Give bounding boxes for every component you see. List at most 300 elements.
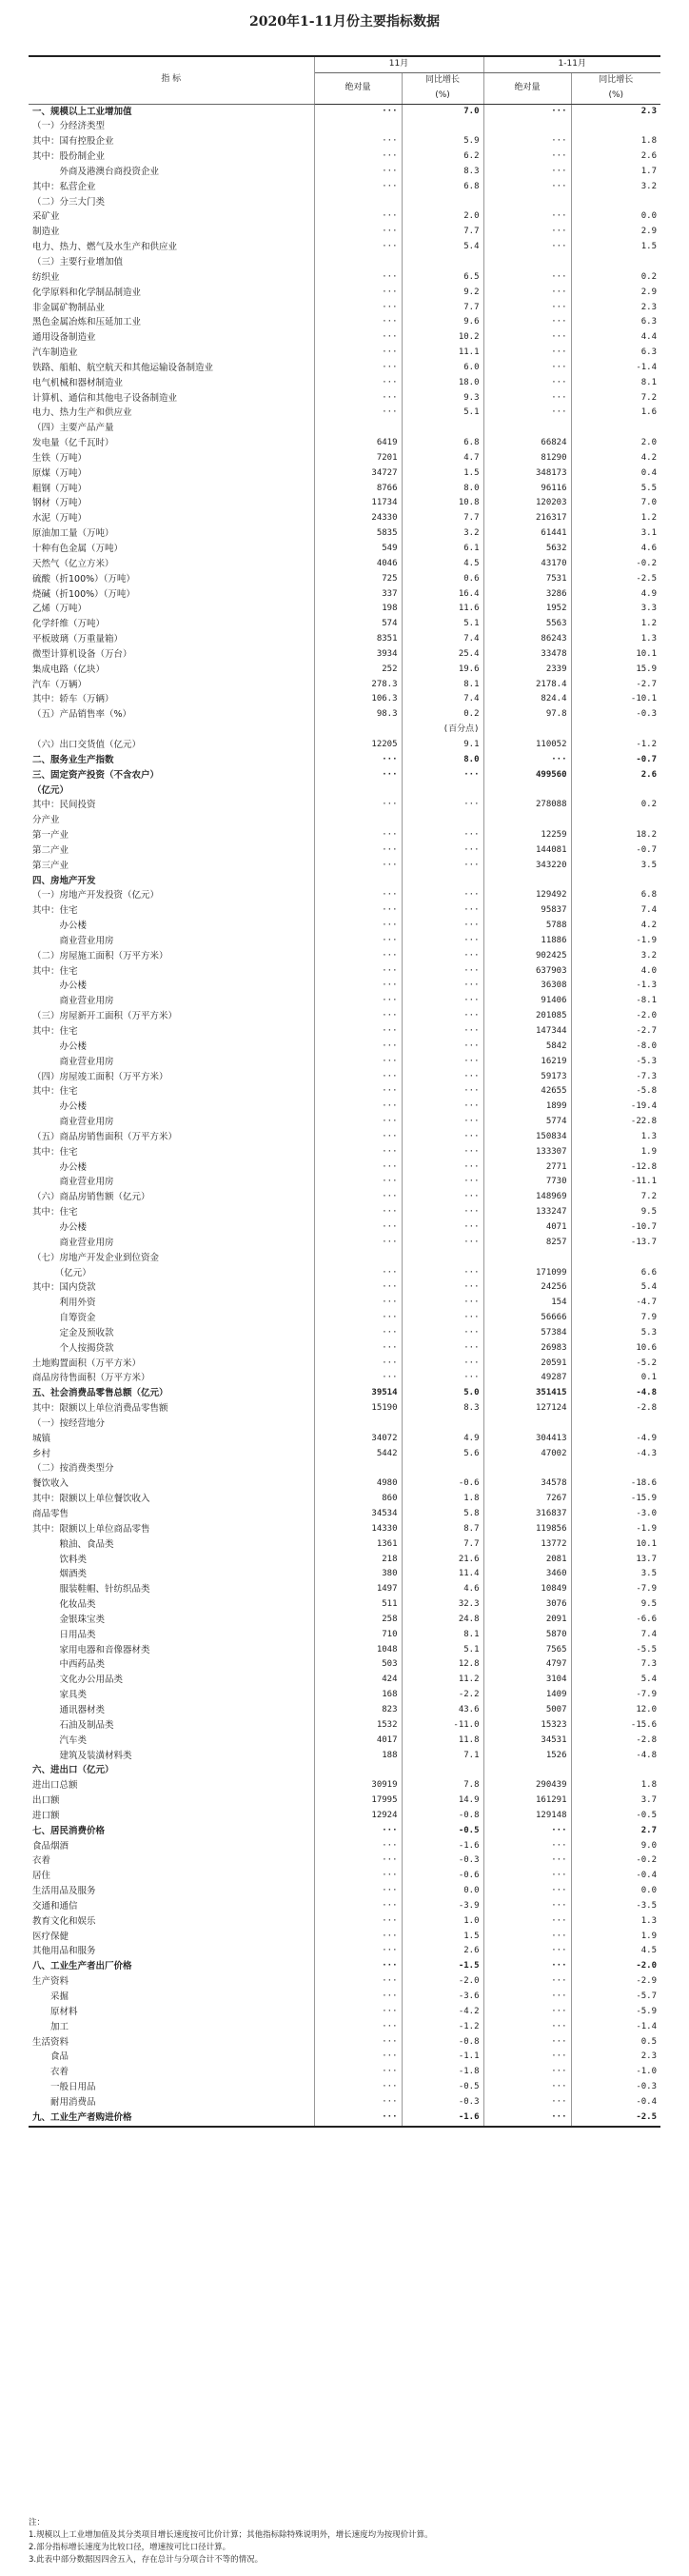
cumulative-abs-cell: ··· bbox=[483, 134, 571, 149]
indicator-cell: （六）出口交货值（亿元） bbox=[29, 738, 314, 753]
table-row bbox=[29, 1990, 660, 2005]
cumulative-abs-cell: 47002 bbox=[483, 1447, 571, 1462]
yoy-header-label: 同比增长 bbox=[425, 74, 461, 85]
month-yoy-cell: -0.8 bbox=[402, 1809, 483, 1824]
indicator-cell: 商品零售 bbox=[29, 1507, 314, 1522]
indicator-cell: （二）房屋施工面积（万平方米） bbox=[29, 949, 314, 964]
table-row bbox=[29, 315, 660, 330]
month-yoy-cell: 5.6 bbox=[402, 1447, 483, 1462]
table-row-note bbox=[29, 723, 660, 738]
month-yoy-cell bbox=[402, 1417, 483, 1432]
month-abs-cell: 168 bbox=[314, 1688, 402, 1703]
month-abs-cell: ··· bbox=[314, 1839, 402, 1854]
month-yoy-cell: ··· bbox=[402, 1341, 483, 1357]
indicator-cell: 定金及预收款 bbox=[29, 1326, 314, 1341]
month-abs-cell: ··· bbox=[314, 1311, 402, 1326]
table-row bbox=[29, 1869, 660, 1884]
indicator-cell: 制造业 bbox=[29, 225, 314, 240]
month-abs-cell: ··· bbox=[314, 1024, 402, 1040]
month-abs-cell: 823 bbox=[314, 1703, 402, 1718]
cumulative-abs-cell: 3460 bbox=[483, 1567, 571, 1582]
note-line: 1.规模以上工业增加值及其分类项目增长速度按可比价计算；其他指标除特殊说明外，增长速度均为按现价计算。 bbox=[29, 2530, 433, 2540]
cumulative-abs-cell: ··· bbox=[483, 753, 571, 768]
table-row bbox=[29, 1718, 660, 1734]
table-row bbox=[29, 692, 660, 707]
month-abs-cell: 4980 bbox=[314, 1476, 402, 1492]
table-row bbox=[29, 119, 660, 134]
cumulative-yoy-cell: -19.4 bbox=[630, 1101, 658, 1112]
month-yoy-cell: ··· bbox=[402, 1326, 483, 1341]
table-row bbox=[29, 451, 660, 466]
indicator-cell: 分产业 bbox=[29, 813, 314, 828]
month-yoy-cell: ··· bbox=[402, 1024, 483, 1040]
cumulative-abs-cell: ··· bbox=[483, 376, 571, 391]
cumulative-yoy-cell: 15.9 bbox=[636, 664, 658, 674]
cumulative-abs-cell: ··· bbox=[483, 1824, 571, 1839]
month-abs-cell: ··· bbox=[314, 1040, 402, 1055]
cumulative-abs-cell: ··· bbox=[483, 1930, 571, 1945]
month-abs-cell: ··· bbox=[314, 104, 402, 119]
table-row bbox=[29, 843, 660, 859]
cumulative-yoy-cell: 4.4 bbox=[640, 332, 658, 343]
month-abs-cell: 3934 bbox=[314, 647, 402, 663]
month-yoy-cell: 10.2 bbox=[402, 330, 483, 346]
cumulative-abs-cell: 4071 bbox=[483, 1220, 571, 1236]
month-abs-cell bbox=[314, 874, 402, 889]
cumulative-yoy-cell: 9.5 bbox=[640, 1207, 658, 1218]
table-row bbox=[29, 1613, 660, 1628]
cumulative-abs-cell: 16219 bbox=[483, 1055, 571, 1070]
page-title: 2020年1-11月份主要指标数据 bbox=[249, 14, 440, 30]
table-row bbox=[29, 1793, 660, 1809]
cumulative-yoy-cell: 7.0 bbox=[640, 498, 658, 508]
month-yoy-cell: ··· bbox=[402, 859, 483, 874]
month-yoy-cell: 6.8 bbox=[402, 180, 483, 195]
cumulative-yoy-cell: -3.5 bbox=[636, 1900, 658, 1911]
table-row bbox=[29, 874, 660, 889]
cumulative-abs-cell: ··· bbox=[483, 286, 571, 301]
month-abs-cell: ··· bbox=[314, 1175, 402, 1190]
cumulative-abs-cell: 902425 bbox=[483, 949, 571, 964]
indicator-cell: 医疗保健 bbox=[29, 1930, 314, 1945]
cumulative-abs-cell bbox=[483, 255, 571, 270]
indicator-cell: 办公楼 bbox=[29, 1160, 314, 1176]
cumulative-yoy-cell: 0.2 bbox=[640, 800, 658, 810]
indicator-cell: 食品 bbox=[29, 2050, 314, 2065]
cumulative-abs-cell: 49287 bbox=[483, 1371, 571, 1386]
month-yoy-cell: 3.2 bbox=[402, 526, 483, 542]
cumulative-abs-cell: 120203 bbox=[483, 496, 571, 511]
month-yoy-cell: 10.8 bbox=[402, 496, 483, 511]
month-yoy-cell: -0.5 bbox=[402, 1824, 483, 1839]
month-yoy-cell: 11.8 bbox=[402, 1734, 483, 1749]
month-abs-cell: 218 bbox=[314, 1553, 402, 1568]
table-row bbox=[29, 406, 660, 421]
table-row bbox=[29, 647, 660, 663]
cumulative-abs-cell: ··· bbox=[483, 1944, 571, 1959]
table-row bbox=[29, 1040, 660, 1055]
cumulative-yoy-cell: 5.4 bbox=[640, 1674, 658, 1685]
month-abs-cell: ··· bbox=[314, 1326, 402, 1341]
cumulative-yoy-cell: 2.6 bbox=[640, 151, 658, 162]
cumulative-yoy-cell: 0.2 bbox=[640, 271, 658, 282]
month-yoy-cell: 2.6 bbox=[402, 1944, 483, 1959]
month-abs-cell: 8351 bbox=[314, 632, 402, 647]
table-row bbox=[29, 1703, 660, 1718]
indicator-cell: 进口额 bbox=[29, 1809, 314, 1824]
cumulative-abs-cell: ··· bbox=[483, 346, 571, 361]
table-row bbox=[29, 1236, 660, 1251]
month-yoy-cell: 24.8 bbox=[402, 1613, 483, 1628]
indicator-cell: 商业营业用房 bbox=[29, 1055, 314, 1070]
table-row bbox=[29, 1492, 660, 1507]
month-yoy-cell: -2.2 bbox=[402, 1688, 483, 1703]
period-header-month: 11月 bbox=[314, 56, 483, 72]
cumulative-yoy-cell bbox=[571, 119, 660, 134]
indicator-cell: （五）产品销售率（%） bbox=[29, 707, 314, 723]
indicator-cell: 交通和通信 bbox=[29, 1899, 314, 1914]
cumulative-abs-cell: 110052 bbox=[483, 738, 571, 753]
table-row bbox=[29, 346, 660, 361]
month-abs-cell: ··· bbox=[314, 1084, 402, 1100]
month-abs-cell: ··· bbox=[314, 843, 402, 859]
month-abs-cell: ··· bbox=[314, 1280, 402, 1296]
month-yoy-cell: -3.6 bbox=[402, 1990, 483, 2005]
table-row bbox=[29, 2110, 660, 2127]
month-yoy-cell: 7.4 bbox=[402, 632, 483, 647]
table-row bbox=[29, 572, 660, 587]
table-row bbox=[29, 361, 660, 376]
cumulative-yoy-cell: -0.5 bbox=[636, 1810, 658, 1820]
cumulative-abs-cell: ··· bbox=[483, 391, 571, 406]
cumulative-yoy-cell: 7.4 bbox=[640, 905, 658, 916]
cumulative-abs-cell: 59173 bbox=[483, 1070, 571, 1085]
cumulative-yoy-cell bbox=[571, 1417, 660, 1432]
table-row bbox=[29, 165, 660, 180]
cumulative-yoy-cell: 0.5 bbox=[640, 2036, 658, 2047]
yoy-header-unit: (%) bbox=[435, 89, 450, 100]
indicator-cell: 化学纤维（万吨） bbox=[29, 617, 314, 632]
indicator-cell: 进出口总额 bbox=[29, 1778, 314, 1793]
indicator-cell: 其他用品和服务 bbox=[29, 1944, 314, 1959]
indicator-cell: 其中：住宅 bbox=[29, 964, 314, 980]
cumulative-abs-cell: ··· bbox=[483, 209, 571, 225]
indicator-cell: 四、房地产开发 bbox=[29, 874, 314, 889]
month-yoy-cell: ··· bbox=[402, 843, 483, 859]
month-yoy-cell: 2.0 bbox=[402, 209, 483, 225]
table-row bbox=[29, 301, 660, 316]
month-yoy-cell: 9.1 bbox=[402, 738, 483, 753]
cumulative-yoy-cell: -4.8 bbox=[636, 1750, 658, 1760]
cumulative-yoy-cell: 2.9 bbox=[640, 287, 658, 297]
indicator-table bbox=[29, 55, 660, 2128]
indicator-cell: 烟酒类 bbox=[29, 1567, 314, 1582]
cumulative-abs-cell: 5842 bbox=[483, 1040, 571, 1055]
indicator-cell: 烧碱（折100%）（万吨） bbox=[29, 587, 314, 603]
unit-note: (百分点) bbox=[402, 723, 483, 738]
indicator-cell: 黑色金属冶炼和压延加工业 bbox=[29, 315, 314, 330]
table-row bbox=[29, 180, 660, 195]
month-yoy-cell bbox=[402, 1461, 483, 1476]
month-yoy-cell: 7.1 bbox=[402, 1749, 483, 1764]
cumulative-abs-cell: 13772 bbox=[483, 1537, 571, 1553]
cumulative-yoy-cell: 4.0 bbox=[640, 965, 658, 976]
month-yoy-cell: 6.0 bbox=[402, 361, 483, 376]
table-row bbox=[29, 602, 660, 617]
month-yoy-cell: 11.6 bbox=[402, 602, 483, 617]
month-abs-cell: 30919 bbox=[314, 1778, 402, 1793]
month-yoy-cell: 5.0 bbox=[402, 1386, 483, 1401]
cumulative-abs-cell: 5007 bbox=[483, 1703, 571, 1718]
cumulative-abs-cell: 97.8 bbox=[483, 707, 571, 723]
month-abs-cell: ··· bbox=[314, 1130, 402, 1145]
cumulative-yoy-cell: -1.4 bbox=[636, 2021, 658, 2031]
month-yoy-cell: -0.6 bbox=[402, 1476, 483, 1492]
table-row bbox=[29, 1853, 660, 1869]
indicator-cell: 中西药品类 bbox=[29, 1657, 314, 1673]
month-abs-cell: ··· bbox=[314, 1070, 402, 1085]
cumulative-yoy-cell bbox=[571, 195, 660, 210]
month-abs-cell: ··· bbox=[314, 1853, 402, 1869]
month-abs-cell: 337 bbox=[314, 587, 402, 603]
indicator-cell: 生活用品及服务 bbox=[29, 1884, 314, 1899]
cumulative-yoy-cell: -0.4 bbox=[636, 1871, 658, 1881]
indicator-cell: （四）房屋竣工面积（万平方米） bbox=[29, 1070, 314, 1085]
indicator-cell: 加工 bbox=[29, 2020, 314, 2035]
cumulative-yoy-cell bbox=[571, 255, 660, 270]
table-row bbox=[29, 663, 660, 678]
month-yoy-cell: -1.6 bbox=[402, 2110, 483, 2127]
table-row bbox=[29, 391, 660, 406]
indicator-cell: 商业营业用房 bbox=[29, 994, 314, 1009]
month-yoy-cell: 25.4 bbox=[402, 647, 483, 663]
table-row bbox=[29, 225, 660, 240]
month-abs-cell: ··· bbox=[314, 979, 402, 994]
cumulative-abs-cell: ··· bbox=[483, 2020, 571, 2035]
table-row bbox=[29, 1251, 660, 1266]
month-abs-cell: ··· bbox=[314, 315, 402, 330]
month-abs-cell bbox=[314, 1763, 402, 1778]
indicator-cell: 微型计算机设备（万台） bbox=[29, 647, 314, 663]
table-row bbox=[29, 753, 660, 768]
indicator-cell: （亿元） bbox=[29, 1266, 314, 1281]
cumulative-abs-cell: 96116 bbox=[483, 482, 571, 497]
table-row bbox=[29, 1190, 660, 1205]
cumulative-abs-cell: 33478 bbox=[483, 647, 571, 663]
cumulative-abs-cell: 2771 bbox=[483, 1160, 571, 1176]
table-row bbox=[29, 587, 660, 603]
month-abs-cell: 258 bbox=[314, 1613, 402, 1628]
month-yoy-cell: -4.2 bbox=[402, 2005, 483, 2020]
indicator-cell: 六、进出口（亿元） bbox=[29, 1763, 314, 1778]
indicator-cell: 化学原料和化学制品制造业 bbox=[29, 286, 314, 301]
cumulative-abs-cell: 3286 bbox=[483, 587, 571, 603]
cumulative-abs-cell: 161291 bbox=[483, 1793, 571, 1809]
indicator-cell: 三、固定资产投资（不含农户） bbox=[29, 768, 314, 783]
month-abs-cell: ··· bbox=[314, 934, 402, 949]
table-row bbox=[29, 632, 660, 647]
cumulative-abs-cell: 24256 bbox=[483, 1280, 571, 1296]
indicator-cell: 通讯器材类 bbox=[29, 1703, 314, 1718]
table-row bbox=[29, 1582, 660, 1597]
month-abs-cell: 1532 bbox=[314, 1718, 402, 1734]
indicator-cell: （七）房地产开发企业到位资金 bbox=[29, 1251, 314, 1266]
month-yoy-cell: 7.7 bbox=[402, 225, 483, 240]
cumulative-abs-cell: 304413 bbox=[483, 1432, 571, 1447]
cumulative-yoy-cell: 5.3 bbox=[640, 1327, 658, 1338]
month-yoy-cell: -0.6 bbox=[402, 1869, 483, 1884]
cumulative-yoy-cell: -7.3 bbox=[636, 1071, 658, 1081]
cumulative-abs-cell: 7531 bbox=[483, 572, 571, 587]
month-yoy-cell: -1.8 bbox=[402, 2065, 483, 2080]
month-abs-cell: ··· bbox=[314, 1930, 402, 1945]
cumulative-abs-cell: 171099 bbox=[483, 1266, 571, 1281]
note-line: 3.此表中部分数据因四舍五入，存在总计与分项合计不等的情况。 bbox=[29, 2555, 264, 2565]
indicator-cell: 其中：住宅 bbox=[29, 1145, 314, 1160]
cumulative-abs-cell: 824.4 bbox=[483, 692, 571, 707]
month-abs-cell: ··· bbox=[314, 1055, 402, 1070]
cumulative-yoy-cell: -7.9 bbox=[636, 1584, 658, 1595]
month-yoy-cell: ··· bbox=[402, 1084, 483, 1100]
month-yoy-cell: 6.1 bbox=[402, 542, 483, 557]
table-row bbox=[29, 134, 660, 149]
indicator-cell: 土地购置面积（万平方米） bbox=[29, 1357, 314, 1372]
month-abs-cell: ··· bbox=[314, 1357, 402, 1372]
month-abs-cell: ··· bbox=[314, 1990, 402, 2005]
cumulative-yoy-cell: -0.4 bbox=[636, 2096, 658, 2107]
cumulative-yoy-cell: 4.9 bbox=[640, 588, 658, 599]
month-yoy-cell: ··· bbox=[402, 1190, 483, 1205]
indicator-cell: 第三产业 bbox=[29, 859, 314, 874]
cumulative-abs-cell: ··· bbox=[483, 225, 571, 240]
month-abs-cell: 188 bbox=[314, 1749, 402, 1764]
cumulative-abs-cell bbox=[483, 813, 571, 828]
cumulative-yoy-cell: -13.7 bbox=[630, 1237, 658, 1247]
indicator-cell: 粮油、食品类 bbox=[29, 1537, 314, 1553]
cumulative-yoy-cell: 3.3 bbox=[640, 604, 658, 614]
cumulative-yoy-cell: 2.3 bbox=[640, 106, 658, 116]
indicator-cell: 其中：国内贷款 bbox=[29, 1280, 314, 1296]
month-abs-cell: 5835 bbox=[314, 526, 402, 542]
month-yoy-cell: ··· bbox=[402, 1040, 483, 1055]
indicator-cell: 十种有色金属（万吨） bbox=[29, 542, 314, 557]
month-yoy-cell: 11.2 bbox=[402, 1673, 483, 1688]
indicator-cell: 七、居民消费价格 bbox=[29, 1824, 314, 1839]
month-abs-cell: 5442 bbox=[314, 1447, 402, 1462]
indicator-cell: （二）按消费类型分 bbox=[29, 1461, 314, 1476]
cumulative-abs-cell: 119856 bbox=[483, 1522, 571, 1537]
month-yoy-cell: 7.7 bbox=[402, 1537, 483, 1553]
indicator-cell: 文化办公用品类 bbox=[29, 1673, 314, 1688]
yoy-header-cumulative bbox=[571, 72, 660, 104]
month-yoy-cell: 4.9 bbox=[402, 1432, 483, 1447]
month-abs-cell: ··· bbox=[314, 1266, 402, 1281]
indicator-cell: 水泥（万吨） bbox=[29, 511, 314, 526]
month-yoy-cell: ··· bbox=[402, 964, 483, 980]
table-row bbox=[29, 511, 660, 526]
indicator-cell: 其中：住宅 bbox=[29, 1084, 314, 1100]
month-abs-cell: ··· bbox=[314, 1009, 402, 1024]
indicator-cell: 电力、热力、燃气及水生产和供应业 bbox=[29, 240, 314, 255]
month-abs-cell: ··· bbox=[314, 753, 402, 768]
month-yoy-cell: 14.9 bbox=[402, 1793, 483, 1809]
month-abs-cell: ··· bbox=[314, 149, 402, 165]
cumulative-yoy-cell: 1.5 bbox=[640, 242, 658, 252]
indicator-cell: 其中：住宅 bbox=[29, 1024, 314, 1040]
indicator-cell: 城镇 bbox=[29, 1432, 314, 1447]
month-yoy-cell: 7.0 bbox=[402, 104, 483, 119]
indicator-cell: （三）主要行业增加值 bbox=[29, 255, 314, 270]
table-row bbox=[29, 1130, 660, 1145]
indicator-cell: 通用设备制造业 bbox=[29, 330, 314, 346]
month-abs-cell: 17995 bbox=[314, 1793, 402, 1809]
cumulative-abs-cell: 20591 bbox=[483, 1357, 571, 1372]
cumulative-yoy-cell: 1.2 bbox=[640, 513, 658, 524]
cumulative-yoy-cell: 6.3 bbox=[640, 347, 658, 358]
month-yoy-cell: 7.8 bbox=[402, 1778, 483, 1793]
cumulative-yoy-cell: 7.2 bbox=[640, 1192, 658, 1202]
table-row bbox=[29, 1055, 660, 1070]
indicator-cell: 商业营业用房 bbox=[29, 1115, 314, 1130]
cumulative-abs-cell: ··· bbox=[483, 240, 571, 255]
month-yoy-cell: ··· bbox=[402, 1311, 483, 1326]
table-row bbox=[29, 1417, 660, 1432]
month-yoy-cell: ··· bbox=[402, 1130, 483, 1145]
table-row bbox=[29, 1537, 660, 1553]
cumulative-yoy-cell: -2.0 bbox=[636, 1011, 658, 1021]
month-yoy-cell: -1.2 bbox=[402, 2020, 483, 2035]
cumulative-abs-cell: ··· bbox=[483, 104, 571, 119]
indicator-cell: 其中：住宅 bbox=[29, 903, 314, 919]
month-yoy-cell: 8.0 bbox=[402, 753, 483, 768]
indicator-cell: 汽车制造业 bbox=[29, 346, 314, 361]
month-abs-cell: 710 bbox=[314, 1628, 402, 1643]
table-row bbox=[29, 1280, 660, 1296]
cumulative-yoy-cell bbox=[571, 813, 660, 828]
cumulative-yoy-cell: -4.8 bbox=[636, 1388, 658, 1398]
cumulative-yoy-cell: -4.3 bbox=[636, 1448, 658, 1458]
month-abs-cell: ··· bbox=[314, 376, 402, 391]
indicator-cell: 化妆品类 bbox=[29, 1597, 314, 1613]
indicator-cell: 其中：限额以上单位餐饮收入 bbox=[29, 1492, 314, 1507]
cumulative-yoy-cell: -18.6 bbox=[630, 1478, 658, 1489]
abs-header-cumulative: 绝对量 bbox=[483, 72, 571, 104]
indicator-cell: 利用外资 bbox=[29, 1296, 314, 1311]
cumulative-abs-cell: 5774 bbox=[483, 1115, 571, 1130]
month-abs-cell: ··· bbox=[314, 2095, 402, 2110]
cumulative-yoy-cell: 2.3 bbox=[640, 302, 658, 312]
cumulative-abs-cell bbox=[483, 1763, 571, 1778]
month-yoy-cell: 7.7 bbox=[402, 301, 483, 316]
month-yoy-cell: 21.6 bbox=[402, 1553, 483, 1568]
month-abs-cell: ··· bbox=[314, 1959, 402, 1974]
table-row bbox=[29, 903, 660, 919]
cumulative-yoy-cell: -2.7 bbox=[636, 1026, 658, 1036]
month-abs-cell: ··· bbox=[314, 919, 402, 934]
table-row bbox=[29, 1296, 660, 1311]
cumulative-abs-cell: ··· bbox=[483, 315, 571, 330]
empty-cell bbox=[314, 723, 402, 738]
indicator-cell: 二、服务业生产指数 bbox=[29, 753, 314, 768]
month-yoy-cell: 8.1 bbox=[402, 678, 483, 693]
cumulative-yoy-cell: -0.7 bbox=[636, 754, 658, 764]
table-row bbox=[29, 149, 660, 165]
month-abs-cell: ··· bbox=[314, 798, 402, 813]
cumulative-abs-cell: 290439 bbox=[483, 1778, 571, 1793]
table-row bbox=[29, 919, 660, 934]
cumulative-yoy-cell: -1.3 bbox=[636, 981, 658, 991]
month-yoy-cell: ··· bbox=[402, 828, 483, 843]
